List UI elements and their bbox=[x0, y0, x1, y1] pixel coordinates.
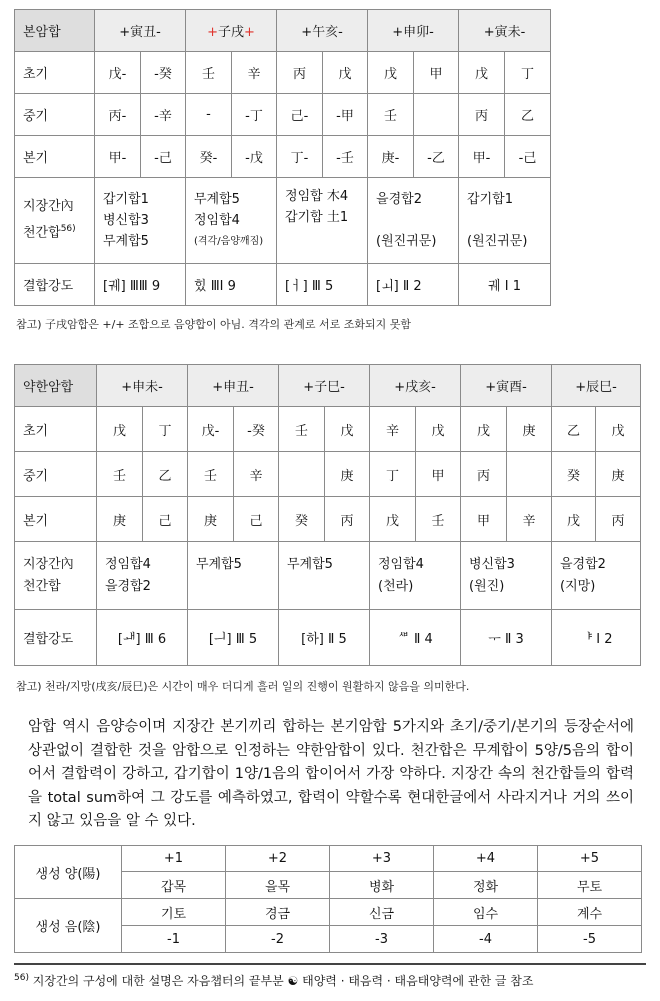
table-row bbox=[15, 94, 551, 136]
cell: 辛 bbox=[507, 497, 552, 542]
cell: +1 bbox=[122, 846, 226, 872]
footnote bbox=[14, 972, 534, 989]
cell: 辛 bbox=[232, 52, 277, 94]
header-pair: +申卯- bbox=[368, 10, 459, 52]
table-header-row bbox=[15, 10, 551, 52]
heaven-line: 무계합5 bbox=[103, 234, 149, 249]
table-header-row bbox=[15, 365, 641, 407]
cell: 을목 bbox=[226, 872, 330, 899]
cell: -己 bbox=[505, 136, 551, 178]
heaven-cell bbox=[97, 542, 188, 610]
footnote-number: 56) bbox=[14, 973, 29, 983]
label-line: 지장간內 bbox=[23, 556, 74, 572]
strength-cell: [ㅓ] Ⅲ 5 bbox=[277, 264, 368, 306]
cell: 己 bbox=[234, 497, 279, 542]
cell: +4 bbox=[434, 846, 538, 872]
header-pair: +申丑- bbox=[188, 365, 279, 407]
heaven-line: (원진) bbox=[469, 578, 505, 594]
cell: 甲- bbox=[95, 136, 141, 178]
cell: 기토 bbox=[122, 899, 226, 926]
cell: -戊 bbox=[232, 136, 277, 178]
cell: 壬 bbox=[416, 497, 461, 542]
cell bbox=[279, 452, 325, 497]
cell: +2 bbox=[226, 846, 330, 872]
heaven-line: 무계합5 bbox=[287, 556, 333, 572]
cell: 甲 bbox=[414, 52, 459, 94]
header-pair: +寅丑- bbox=[95, 10, 186, 52]
row-label: 본기 bbox=[15, 497, 97, 542]
cell: 戊- bbox=[95, 52, 141, 94]
cell: -壬 bbox=[323, 136, 368, 178]
header-pair: +申未- bbox=[97, 365, 188, 407]
cell: +5 bbox=[538, 846, 642, 872]
row-label: 중기 bbox=[15, 452, 97, 497]
cell: -乙 bbox=[414, 136, 459, 178]
table-row bbox=[15, 846, 642, 872]
cell: -甲 bbox=[323, 94, 368, 136]
cell: 戊 bbox=[596, 407, 641, 452]
heaven-cell bbox=[95, 178, 186, 264]
cell: -丁 bbox=[232, 94, 277, 136]
cell: 丁 bbox=[370, 452, 416, 497]
heaven-line: (지망) bbox=[560, 578, 596, 594]
footnote-divider bbox=[14, 963, 646, 965]
cell: -癸 bbox=[234, 407, 279, 452]
cell: 己 bbox=[143, 497, 188, 542]
cell: 乙 bbox=[143, 452, 188, 497]
cell: 丁 bbox=[505, 52, 551, 94]
table-row bbox=[15, 542, 641, 610]
cell: 乙 bbox=[505, 94, 551, 136]
cell: -己 bbox=[141, 136, 186, 178]
table-row bbox=[15, 52, 551, 94]
cell: 갑목 bbox=[122, 872, 226, 899]
heaven-line: (원진귀문) bbox=[376, 234, 437, 249]
cell: -5 bbox=[538, 926, 642, 953]
cell: 辛 bbox=[370, 407, 416, 452]
heaven-cell bbox=[186, 178, 277, 264]
cell: 정화 bbox=[434, 872, 538, 899]
heaven-line: 갑기합1 bbox=[103, 192, 149, 207]
cell: 乙 bbox=[552, 407, 596, 452]
strong-amhap-table bbox=[14, 9, 551, 306]
row-label: 중기 bbox=[15, 94, 95, 136]
header-label: 약한암합 bbox=[15, 365, 97, 407]
cell: -2 bbox=[226, 926, 330, 953]
row-label bbox=[15, 178, 95, 264]
strength-cell: [ㅚ] Ⅱ 2 bbox=[368, 264, 459, 306]
strength-cell: ᄲ Ⅱ 4 bbox=[370, 610, 461, 666]
heaven-cell bbox=[279, 542, 370, 610]
cell: 壬 bbox=[368, 94, 414, 136]
strength-cell: 힜 ⅢⅠ 9 bbox=[186, 264, 277, 306]
row-label: 결합강도 bbox=[15, 264, 95, 306]
footnote-marker: 56) bbox=[60, 224, 76, 235]
note-1: 참고) 子戌암합은 +/+ 조합으로 음양합이 아님. 격각의 관계로 서로 조화되지 못함 bbox=[16, 318, 412, 331]
cell: 丙 bbox=[596, 497, 641, 542]
header-pair: +午亥- bbox=[277, 10, 368, 52]
cell: 癸- bbox=[186, 136, 232, 178]
cell: -1 bbox=[122, 926, 226, 953]
cell: 무토 bbox=[538, 872, 642, 899]
cell: 戊 bbox=[97, 407, 143, 452]
cell: 戊 bbox=[416, 407, 461, 452]
cell: -辛 bbox=[141, 94, 186, 136]
cell: 丙 bbox=[459, 94, 505, 136]
cell: 戊- bbox=[188, 407, 234, 452]
cell: 경금 bbox=[226, 899, 330, 926]
cell: 戊 bbox=[323, 52, 368, 94]
cell: 甲 bbox=[461, 497, 507, 542]
cell bbox=[507, 452, 552, 497]
cell: 임수 bbox=[434, 899, 538, 926]
cell: -3 bbox=[330, 926, 434, 953]
heaven-line bbox=[376, 210, 458, 231]
table-row bbox=[15, 610, 641, 666]
cell: 己- bbox=[277, 94, 323, 136]
header-pair-text: 子戌 bbox=[218, 25, 245, 40]
heaven-cell bbox=[461, 542, 552, 610]
row-label: 결합강도 bbox=[15, 610, 97, 666]
cell: 壬 bbox=[97, 452, 143, 497]
cell: 丙 bbox=[461, 452, 507, 497]
heaven-line bbox=[196, 576, 278, 598]
heaven-line: (원진귀문) bbox=[467, 234, 528, 249]
heaven-line: 병신합3 bbox=[469, 556, 515, 572]
cell: +3 bbox=[330, 846, 434, 872]
cell: 丙 bbox=[277, 52, 323, 94]
cell: 丁 bbox=[143, 407, 188, 452]
strength-cell: ᅮ Ⅱ 3 bbox=[461, 610, 552, 666]
cell: 戊 bbox=[368, 52, 414, 94]
heaven-line: (격각/음양깨짐) bbox=[194, 236, 264, 247]
cell: 庚 bbox=[97, 497, 143, 542]
cell: 辛 bbox=[234, 452, 279, 497]
cell: 신금 bbox=[330, 899, 434, 926]
cell: 庚- bbox=[368, 136, 414, 178]
cell: 庚 bbox=[325, 452, 370, 497]
row-label: 생성 양(陽) bbox=[15, 846, 122, 899]
heaven-line: (천라) bbox=[378, 578, 414, 594]
heaven-line: 을경합2 bbox=[376, 192, 422, 207]
heaven-cell bbox=[370, 542, 461, 610]
heaven-line: 정임합4 bbox=[378, 556, 424, 572]
cell: 丙 bbox=[325, 497, 370, 542]
heaven-line: 정임합4 bbox=[194, 213, 240, 228]
strength-cell: ᅣ Ⅰ 2 bbox=[552, 610, 641, 666]
table-row bbox=[15, 136, 551, 178]
cell: 戊 bbox=[552, 497, 596, 542]
header-pair: +戌亥- bbox=[370, 365, 461, 407]
heaven-line: 을경합2 bbox=[560, 556, 606, 572]
strength-cell: [ᅴ] Ⅲ 5 bbox=[188, 610, 279, 666]
heaven-line bbox=[467, 210, 550, 231]
heaven-line: 무계합5 bbox=[194, 192, 240, 207]
strength-cell: [하] Ⅱ 5 bbox=[279, 610, 370, 666]
cell: 甲- bbox=[459, 136, 505, 178]
cell: 壬 bbox=[186, 52, 232, 94]
heaven-cell bbox=[552, 542, 641, 610]
header-pair: +子戌+ bbox=[186, 10, 277, 52]
heaven-cell bbox=[459, 178, 551, 264]
weak-amhap-table bbox=[14, 364, 641, 666]
cell: 丙- bbox=[95, 94, 141, 136]
cell: 庚 bbox=[188, 497, 234, 542]
strength-cell: [ᅫ] Ⅲ 6 bbox=[97, 610, 188, 666]
cell: 戊 bbox=[325, 407, 370, 452]
heaven-line: 무계합5 bbox=[196, 556, 242, 572]
table-row bbox=[15, 264, 551, 306]
heaven-cell bbox=[188, 542, 279, 610]
saengseong-table bbox=[14, 845, 642, 953]
cell: 戊 bbox=[461, 407, 507, 452]
heaven-line: 갑기합1 bbox=[467, 192, 513, 207]
label-line: 지장간內 bbox=[23, 199, 74, 215]
cell: 계수 bbox=[538, 899, 642, 926]
note-2: 참고) 천라/지망(戌亥/辰巳)은 시간이 매우 더디게 흘러 일의 진행이 원활하지 않음을 의미한다. bbox=[16, 680, 470, 693]
cell: 壬 bbox=[188, 452, 234, 497]
heaven-line: 정임합4 bbox=[105, 556, 151, 572]
cell: 庚 bbox=[596, 452, 641, 497]
header-pair: +寅酉- bbox=[461, 365, 552, 407]
row-label: 초기 bbox=[15, 52, 95, 94]
row-label bbox=[15, 542, 97, 610]
header-pair: +子巳- bbox=[279, 365, 370, 407]
table-row bbox=[15, 497, 641, 542]
table-row bbox=[15, 899, 642, 926]
cell: 丁- bbox=[277, 136, 323, 178]
table-row bbox=[15, 407, 641, 452]
header-pair: +辰巳- bbox=[552, 365, 641, 407]
label-line: 천간합 bbox=[23, 578, 61, 594]
table-row bbox=[15, 178, 551, 264]
cell: 戊 bbox=[370, 497, 416, 542]
cell: - bbox=[186, 94, 232, 136]
cell: -癸 bbox=[141, 52, 186, 94]
cell: 癸 bbox=[279, 497, 325, 542]
table-row bbox=[15, 452, 641, 497]
heaven-cell bbox=[277, 178, 368, 264]
row-label: 생성 음(陰) bbox=[15, 899, 122, 953]
cell: 癸 bbox=[552, 452, 596, 497]
row-label: 초기 bbox=[15, 407, 97, 452]
header-label: 본암합 bbox=[15, 10, 95, 52]
heaven-line: 을경합2 bbox=[105, 578, 151, 594]
cell: 戊 bbox=[459, 52, 505, 94]
cell: 甲 bbox=[416, 452, 461, 497]
heaven-line: 병신합3 bbox=[103, 213, 149, 228]
footnote-text: 지장간의 구성에 대한 설명은 자음챕터의 끝부분 ☯ 태양력 · 태음력 · 태음태양력에 관한 글 참조 bbox=[32, 974, 534, 988]
cell: 壬 bbox=[279, 407, 325, 452]
strength-cell: [궤] ⅢⅢ 9 bbox=[95, 264, 186, 306]
strength-cell: 궤 Ⅰ 1 bbox=[459, 264, 551, 306]
body-paragraph: 암합 역시 음양승이며 지장간 본기끼리 합하는 본기암합 5가지와 초기/중기/본기의 등장순서에 상관없이 결합한 것을 암합으로 인정하는 약한암합이 있다. 천간합은 무계합이 5양/5음의 합이어서 결합력이 강하고, 갑기합이 1양/1음의 합이어서 가장 약하다. 지장간 속의 천간합들의 합력을 total sum하여 그 강도를 예측하였고, 합력이 약할수록 현대한글에서 사라지거나 거의 쓰이지 않고 있음을 알 수 있다. bbox=[28, 719, 634, 829]
heaven-line: 갑기합 土1 bbox=[285, 210, 349, 225]
cell: 庚 bbox=[507, 407, 552, 452]
cell: -4 bbox=[434, 926, 538, 953]
label-line: 천간합 bbox=[23, 225, 61, 241]
heaven-cell bbox=[368, 178, 459, 264]
cell: 병화 bbox=[330, 872, 434, 899]
heaven-line bbox=[287, 576, 369, 598]
header-pair: +寅未- bbox=[459, 10, 551, 52]
cell bbox=[414, 94, 459, 136]
row-label: 본기 bbox=[15, 136, 95, 178]
heaven-line: 정임합 木4 bbox=[285, 189, 349, 204]
